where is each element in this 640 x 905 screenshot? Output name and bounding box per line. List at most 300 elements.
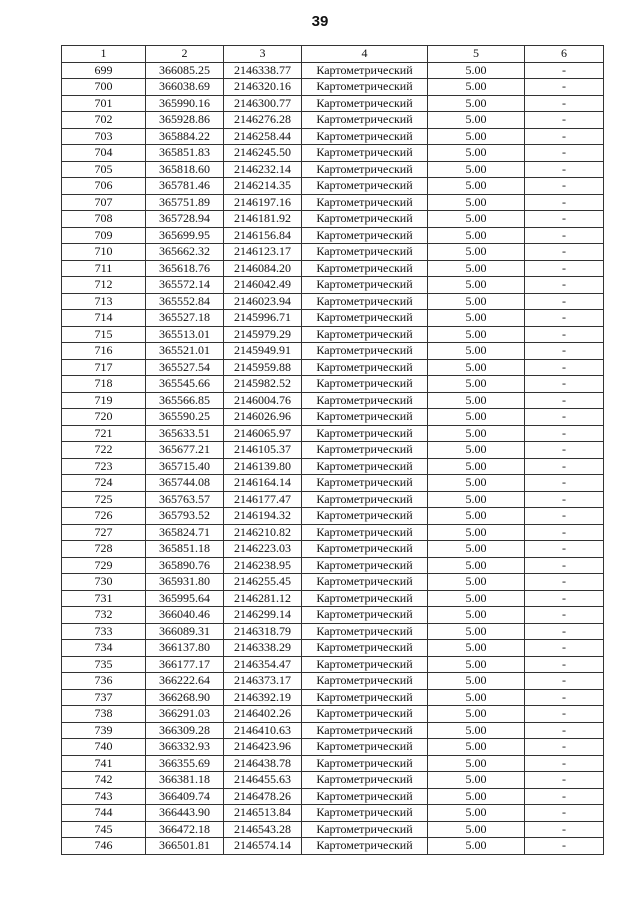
accuracy-cell: 5.00 [428, 590, 525, 607]
point-number-cell: 708 [62, 211, 146, 228]
accuracy-cell: 5.00 [428, 277, 525, 294]
point-number-cell: 720 [62, 409, 146, 426]
method-cell: Картометрический [302, 95, 428, 112]
y-coordinate-cell: 2146402.26 [224, 706, 302, 723]
x-coordinate-cell: 366501.81 [146, 838, 224, 855]
note-cell: - [525, 178, 604, 195]
method-cell: Картометрический [302, 491, 428, 508]
table-row [62, 62, 604, 79]
accuracy-cell: 5.00 [428, 640, 525, 657]
accuracy-cell: 5.00 [428, 145, 525, 162]
y-coordinate-cell: 2146354.47 [224, 656, 302, 673]
header-row [62, 46, 604, 63]
table-row [62, 392, 604, 409]
x-coordinate-cell: 365545.66 [146, 376, 224, 393]
table-body [62, 62, 604, 854]
accuracy-cell: 5.00 [428, 524, 525, 541]
x-coordinate-cell: 366040.46 [146, 607, 224, 624]
point-number-cell: 704 [62, 145, 146, 162]
method-cell: Картометрический [302, 623, 428, 640]
accuracy-cell: 5.00 [428, 755, 525, 772]
note-cell: - [525, 788, 604, 805]
accuracy-cell: 5.00 [428, 392, 525, 409]
table-row [62, 293, 604, 310]
method-cell: Картометрический [302, 673, 428, 690]
table-row [62, 425, 604, 442]
point-number-cell: 709 [62, 227, 146, 244]
note-cell: - [525, 392, 604, 409]
x-coordinate-cell: 365931.80 [146, 574, 224, 591]
y-coordinate-cell: 2146105.37 [224, 442, 302, 459]
method-cell: Картометрический [302, 458, 428, 475]
table-row [62, 161, 604, 178]
x-coordinate-cell: 365890.76 [146, 557, 224, 574]
note-cell: - [525, 805, 604, 822]
table-row [62, 706, 604, 723]
point-number-cell: 732 [62, 607, 146, 624]
table-row [62, 277, 604, 294]
y-coordinate-cell: 2146543.28 [224, 821, 302, 838]
x-coordinate-cell: 366085.25 [146, 62, 224, 79]
point-number-cell: 703 [62, 128, 146, 145]
table-row [62, 227, 604, 244]
x-coordinate-cell: 365818.60 [146, 161, 224, 178]
point-number-cell: 725 [62, 491, 146, 508]
point-number-cell: 721 [62, 425, 146, 442]
table-row [62, 574, 604, 591]
accuracy-cell: 5.00 [428, 293, 525, 310]
x-coordinate-cell: 365699.95 [146, 227, 224, 244]
note-cell: - [525, 310, 604, 327]
accuracy-cell: 5.00 [428, 343, 525, 360]
accuracy-cell: 5.00 [428, 244, 525, 261]
table-row [62, 79, 604, 96]
x-coordinate-cell: 366355.69 [146, 755, 224, 772]
accuracy-cell: 5.00 [428, 211, 525, 228]
method-cell: Картометрический [302, 442, 428, 459]
y-coordinate-cell: 2146214.35 [224, 178, 302, 195]
x-coordinate-cell: 366268.90 [146, 689, 224, 706]
y-coordinate-cell: 2146245.50 [224, 145, 302, 162]
note-cell: - [525, 409, 604, 426]
method-cell: Картометрический [302, 145, 428, 162]
y-coordinate-cell: 2146156.84 [224, 227, 302, 244]
y-coordinate-cell: 2146177.47 [224, 491, 302, 508]
y-coordinate-cell: 2146320.16 [224, 79, 302, 96]
point-number-cell: 699 [62, 62, 146, 79]
y-coordinate-cell: 2146478.26 [224, 788, 302, 805]
point-number-cell: 719 [62, 392, 146, 409]
table-row [62, 508, 604, 525]
table-row [62, 128, 604, 145]
y-coordinate-cell: 2146197.16 [224, 194, 302, 211]
point-number-cell: 724 [62, 475, 146, 492]
method-cell: Картометрический [302, 112, 428, 129]
table-row [62, 607, 604, 624]
note-cell: - [525, 772, 604, 789]
y-coordinate-cell: 2145996.71 [224, 310, 302, 327]
point-number-cell: 702 [62, 112, 146, 129]
accuracy-cell: 5.00 [428, 178, 525, 195]
point-number-cell: 718 [62, 376, 146, 393]
y-coordinate-cell: 2146318.79 [224, 623, 302, 640]
method-cell: Картометрический [302, 79, 428, 96]
point-number-cell: 746 [62, 838, 146, 855]
method-cell: Картометрический [302, 376, 428, 393]
note-cell: - [525, 128, 604, 145]
table-row [62, 475, 604, 492]
method-cell: Картометрический [302, 409, 428, 426]
point-number-cell: 715 [62, 326, 146, 343]
x-coordinate-cell: 366291.03 [146, 706, 224, 723]
table-row [62, 343, 604, 360]
point-number-cell: 722 [62, 442, 146, 459]
point-number-cell: 723 [62, 458, 146, 475]
table-row [62, 557, 604, 574]
x-coordinate-cell: 365715.40 [146, 458, 224, 475]
y-coordinate-cell: 2145979.29 [224, 326, 302, 343]
x-coordinate-cell: 365677.21 [146, 442, 224, 459]
point-number-cell: 742 [62, 772, 146, 789]
method-cell: Картометрический [302, 739, 428, 756]
method-cell: Картометрический [302, 590, 428, 607]
note-cell: - [525, 227, 604, 244]
note-cell: - [525, 458, 604, 475]
table-row [62, 805, 604, 822]
method-cell: Картометрический [302, 607, 428, 624]
method-cell: Картометрический [302, 574, 428, 591]
table-row [62, 244, 604, 261]
accuracy-cell: 5.00 [428, 689, 525, 706]
x-coordinate-cell: 366443.90 [146, 805, 224, 822]
column-header-6: 6 [525, 46, 604, 63]
y-coordinate-cell: 2146164.14 [224, 475, 302, 492]
table-row [62, 178, 604, 195]
y-coordinate-cell: 2146513.84 [224, 805, 302, 822]
y-coordinate-cell: 2146023.94 [224, 293, 302, 310]
y-coordinate-cell: 2146255.45 [224, 574, 302, 591]
note-cell: - [525, 689, 604, 706]
method-cell: Картометрический [302, 805, 428, 822]
accuracy-cell: 5.00 [428, 458, 525, 475]
method-cell: Картометрический [302, 508, 428, 525]
accuracy-cell: 5.00 [428, 62, 525, 79]
x-coordinate-cell: 365884.22 [146, 128, 224, 145]
x-coordinate-cell: 365751.89 [146, 194, 224, 211]
note-cell: - [525, 739, 604, 756]
note-cell: - [525, 343, 604, 360]
x-coordinate-cell: 365824.71 [146, 524, 224, 541]
x-coordinate-cell: 365781.46 [146, 178, 224, 195]
x-coordinate-cell: 365590.25 [146, 409, 224, 426]
x-coordinate-cell: 365995.64 [146, 590, 224, 607]
method-cell: Картометрический [302, 524, 428, 541]
column-header-3: 3 [224, 46, 302, 63]
x-coordinate-cell: 366472.18 [146, 821, 224, 838]
x-coordinate-cell: 365618.76 [146, 260, 224, 277]
note-cell: - [525, 194, 604, 211]
note-cell: - [525, 326, 604, 343]
point-number-cell: 730 [62, 574, 146, 591]
y-coordinate-cell: 2146210.82 [224, 524, 302, 541]
accuracy-cell: 5.00 [428, 508, 525, 525]
y-coordinate-cell: 2146065.97 [224, 425, 302, 442]
note-cell: - [525, 475, 604, 492]
method-cell: Картометрический [302, 277, 428, 294]
point-number-cell: 705 [62, 161, 146, 178]
y-coordinate-cell: 2146123.17 [224, 244, 302, 261]
accuracy-cell: 5.00 [428, 310, 525, 327]
note-cell: - [525, 541, 604, 558]
table-row [62, 326, 604, 343]
method-cell: Картометрический [302, 343, 428, 360]
x-coordinate-cell: 366409.74 [146, 788, 224, 805]
x-coordinate-cell: 365527.54 [146, 359, 224, 376]
y-coordinate-cell: 2146455.63 [224, 772, 302, 789]
method-cell: Картометрический [302, 475, 428, 492]
table-row [62, 689, 604, 706]
x-coordinate-cell: 365552.84 [146, 293, 224, 310]
note-cell: - [525, 557, 604, 574]
accuracy-cell: 5.00 [428, 128, 525, 145]
table-row [62, 95, 604, 112]
table-row [62, 640, 604, 657]
note-cell: - [525, 277, 604, 294]
point-number-cell: 712 [62, 277, 146, 294]
point-number-cell: 711 [62, 260, 146, 277]
y-coordinate-cell: 2146042.49 [224, 277, 302, 294]
table-row [62, 376, 604, 393]
y-coordinate-cell: 2146223.03 [224, 541, 302, 558]
method-cell: Картометрический [302, 392, 428, 409]
point-number-cell: 745 [62, 821, 146, 838]
point-number-cell: 740 [62, 739, 146, 756]
accuracy-cell: 5.00 [428, 772, 525, 789]
accuracy-cell: 5.00 [428, 541, 525, 558]
method-cell: Картометрический [302, 788, 428, 805]
table-row [62, 524, 604, 541]
y-coordinate-cell: 2146281.12 [224, 590, 302, 607]
x-coordinate-cell: 365990.16 [146, 95, 224, 112]
point-number-cell: 744 [62, 805, 146, 822]
note-cell: - [525, 508, 604, 525]
y-coordinate-cell: 2146373.17 [224, 673, 302, 690]
table-row [62, 260, 604, 277]
point-number-cell: 743 [62, 788, 146, 805]
method-cell: Картометрический [302, 260, 428, 277]
accuracy-cell: 5.00 [428, 326, 525, 343]
method-cell: Картометрический [302, 359, 428, 376]
method-cell: Картометрический [302, 178, 428, 195]
y-coordinate-cell: 2146258.44 [224, 128, 302, 145]
accuracy-cell: 5.00 [428, 557, 525, 574]
accuracy-cell: 5.00 [428, 491, 525, 508]
x-coordinate-cell: 366089.31 [146, 623, 224, 640]
x-coordinate-cell: 365633.51 [146, 425, 224, 442]
x-coordinate-cell: 366332.93 [146, 739, 224, 756]
method-cell: Картометрический [302, 326, 428, 343]
table-row [62, 359, 604, 376]
accuracy-cell: 5.00 [428, 673, 525, 690]
table-row [62, 491, 604, 508]
note-cell: - [525, 95, 604, 112]
method-cell: Картометрический [302, 128, 428, 145]
y-coordinate-cell: 2146276.28 [224, 112, 302, 129]
x-coordinate-cell: 366381.18 [146, 772, 224, 789]
x-coordinate-cell: 365851.18 [146, 541, 224, 558]
method-cell: Картометрический [302, 227, 428, 244]
y-coordinate-cell: 2146574.14 [224, 838, 302, 855]
method-cell: Картометрический [302, 194, 428, 211]
accuracy-cell: 5.00 [428, 161, 525, 178]
x-coordinate-cell: 366038.69 [146, 79, 224, 96]
note-cell: - [525, 821, 604, 838]
y-coordinate-cell: 2146139.80 [224, 458, 302, 475]
accuracy-cell: 5.00 [428, 194, 525, 211]
point-number-cell: 701 [62, 95, 146, 112]
accuracy-cell: 5.00 [428, 359, 525, 376]
point-number-cell: 728 [62, 541, 146, 558]
table-row [62, 310, 604, 327]
accuracy-cell: 5.00 [428, 442, 525, 459]
method-cell: Картометрический [302, 62, 428, 79]
accuracy-cell: 5.00 [428, 79, 525, 96]
accuracy-cell: 5.00 [428, 95, 525, 112]
note-cell: - [525, 640, 604, 657]
method-cell: Картометрический [302, 821, 428, 838]
note-cell: - [525, 79, 604, 96]
method-cell: Картометрический [302, 244, 428, 261]
point-number-cell: 735 [62, 656, 146, 673]
y-coordinate-cell: 2146438.78 [224, 755, 302, 772]
y-coordinate-cell: 2146232.14 [224, 161, 302, 178]
column-header-5: 5 [428, 46, 525, 63]
x-coordinate-cell: 365527.18 [146, 310, 224, 327]
method-cell: Картометрический [302, 557, 428, 574]
accuracy-cell: 5.00 [428, 706, 525, 723]
x-coordinate-cell: 366222.64 [146, 673, 224, 690]
accuracy-cell: 5.00 [428, 574, 525, 591]
method-cell: Картометрический [302, 425, 428, 442]
point-number-cell: 700 [62, 79, 146, 96]
point-number-cell: 727 [62, 524, 146, 541]
table-row [62, 442, 604, 459]
note-cell: - [525, 62, 604, 79]
page-number: 39 [311, 13, 329, 30]
method-cell: Картометрический [302, 161, 428, 178]
note-cell: - [525, 838, 604, 855]
table-row [62, 656, 604, 673]
accuracy-cell: 5.00 [428, 112, 525, 129]
point-number-cell: 716 [62, 343, 146, 360]
point-number-cell: 710 [62, 244, 146, 261]
note-cell: - [525, 673, 604, 690]
x-coordinate-cell: 366309.28 [146, 722, 224, 739]
note-cell: - [525, 755, 604, 772]
point-number-cell: 729 [62, 557, 146, 574]
point-number-cell: 731 [62, 590, 146, 607]
table-row [62, 211, 604, 228]
accuracy-cell: 5.00 [428, 739, 525, 756]
column-header-1: 1 [62, 46, 146, 63]
note-cell: - [525, 656, 604, 673]
point-number-cell: 714 [62, 310, 146, 327]
note-cell: - [525, 574, 604, 591]
method-cell: Картометрический [302, 656, 428, 673]
y-coordinate-cell: 2146194.32 [224, 508, 302, 525]
y-coordinate-cell: 2146181.92 [224, 211, 302, 228]
table-row [62, 722, 604, 739]
accuracy-cell: 5.00 [428, 788, 525, 805]
x-coordinate-cell: 365566.85 [146, 392, 224, 409]
point-number-cell: 726 [62, 508, 146, 525]
note-cell: - [525, 491, 604, 508]
accuracy-cell: 5.00 [428, 656, 525, 673]
method-cell: Картометрический [302, 689, 428, 706]
table-row [62, 772, 604, 789]
table-row [62, 541, 604, 558]
note-cell: - [525, 425, 604, 442]
note-cell: - [525, 260, 604, 277]
y-coordinate-cell: 2146300.77 [224, 95, 302, 112]
table-row [62, 409, 604, 426]
table-row [62, 458, 604, 475]
x-coordinate-cell: 366177.17 [146, 656, 224, 673]
point-number-cell: 736 [62, 673, 146, 690]
table-header [62, 46, 604, 63]
note-cell: - [525, 244, 604, 261]
x-coordinate-cell: 365662.32 [146, 244, 224, 261]
note-cell: - [525, 607, 604, 624]
x-coordinate-cell: 365572.14 [146, 277, 224, 294]
y-coordinate-cell: 2146299.14 [224, 607, 302, 624]
column-header-4: 4 [302, 46, 428, 63]
x-coordinate-cell: 365763.57 [146, 491, 224, 508]
point-number-cell: 737 [62, 689, 146, 706]
note-cell: - [525, 145, 604, 162]
y-coordinate-cell: 2146392.19 [224, 689, 302, 706]
x-coordinate-cell: 365744.08 [146, 475, 224, 492]
table-row [62, 194, 604, 211]
accuracy-cell: 5.00 [428, 409, 525, 426]
point-number-cell: 713 [62, 293, 146, 310]
y-coordinate-cell: 2146238.95 [224, 557, 302, 574]
note-cell: - [525, 161, 604, 178]
point-number-cell: 733 [62, 623, 146, 640]
note-cell: - [525, 112, 604, 129]
method-cell: Картометрический [302, 755, 428, 772]
y-coordinate-cell: 2145949.91 [224, 343, 302, 360]
x-coordinate-cell: 365793.52 [146, 508, 224, 525]
point-number-cell: 717 [62, 359, 146, 376]
column-header-2: 2 [146, 46, 224, 63]
point-number-cell: 734 [62, 640, 146, 657]
coordinates-table [61, 45, 604, 855]
accuracy-cell: 5.00 [428, 805, 525, 822]
y-coordinate-cell: 2145959.88 [224, 359, 302, 376]
method-cell: Картометрический [302, 310, 428, 327]
table-row [62, 623, 604, 640]
note-cell: - [525, 590, 604, 607]
method-cell: Картометрический [302, 706, 428, 723]
accuracy-cell: 5.00 [428, 376, 525, 393]
note-cell: - [525, 623, 604, 640]
table-row [62, 145, 604, 162]
table-row [62, 112, 604, 129]
accuracy-cell: 5.00 [428, 260, 525, 277]
method-cell: Картометрический [302, 772, 428, 789]
y-coordinate-cell: 2146004.76 [224, 392, 302, 409]
